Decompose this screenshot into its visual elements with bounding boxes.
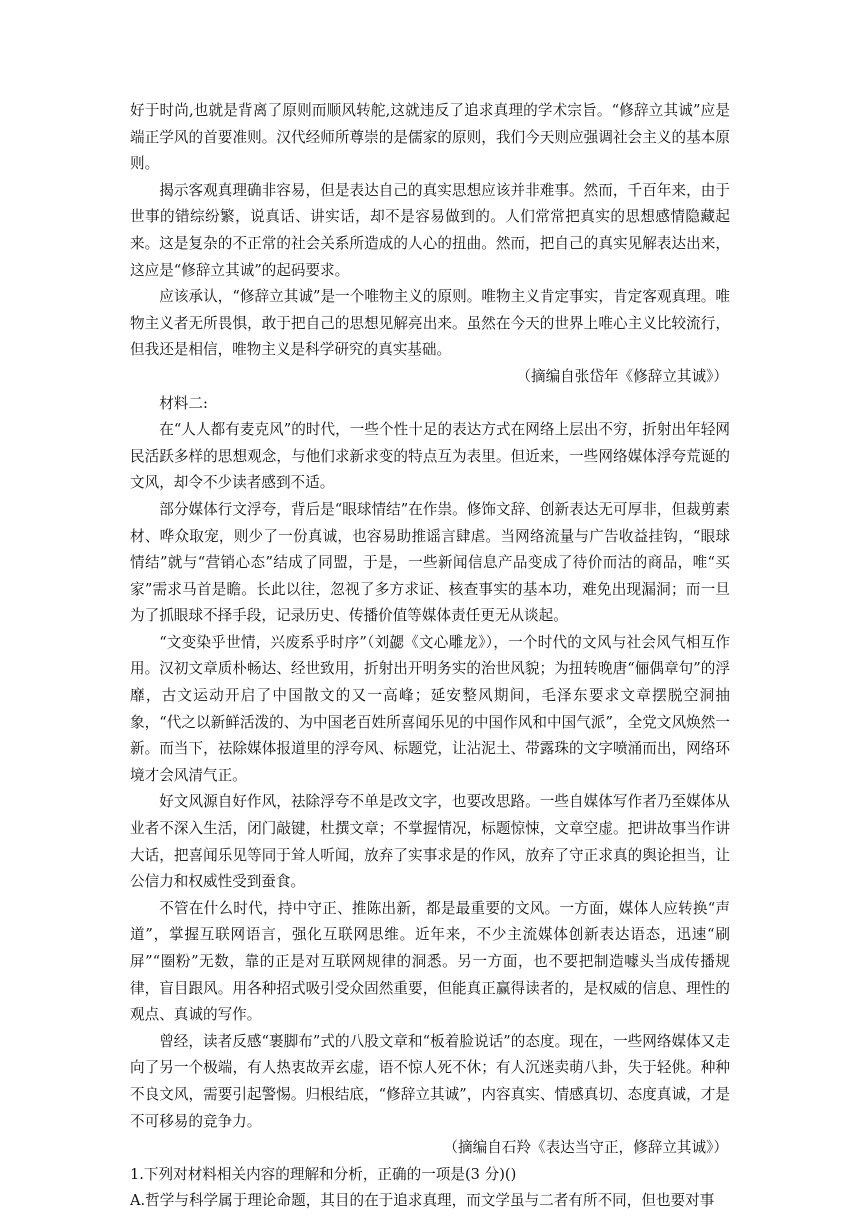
paragraph: 好文风源自好作风，祛除浮夸不单是改文字，也要改思路。一些自媒体写作者乃至媒体从业者不深入生活，闭门敲键，杜撰文章；不掌握情况，标题惊悚，文章空虚。把讲故事当作讲大话，把喜闻乐见等同于耸人听闻，放弃了实事求是的作风，放弃了守正求真的舆论担当，让公信力和权威性受到蚕食。 bbox=[130, 793, 730, 891]
paragraph: 好于时尚,也就是背离了原则而顺风转舵,这就违反了追求真理的学术宗旨。“修辞立其诚”应是端正学风的首要准则。汉代经师所尊崇的是儒家的原则，我们今天则应强调社会主义的基本原则。 bbox=[130, 102, 730, 173]
question-stem: 1.下列对材料相关内容的理解和分析，正确的一项是(3 分)() bbox=[130, 1165, 517, 1183]
section-heading: 材料二: bbox=[159, 394, 208, 412]
paragraph: 揭示客观真理确非容易，但是表达自己的真实思想应该并非难事。然而，千百年来，由于世事的错综纷繁，说真话、讲实话，却不是容易做到的。人们常常把真实的思想感情隐藏起来。这是复杂的不正常的社会关系所造成的人心的扭曲。然而，把自己的真实见解表达出来，这应是“修辞立其诚”的起码要求。 bbox=[130, 181, 730, 279]
paragraph: 在“人人都有麦克风”的时代，一些个性十足的表达方式在网络上层出不穷，折射出年轻网民活跃多样的思想观念，与他们求新求变的特点互为表里。但近来，一些网络媒体浮夸荒诞的文风，却令不少读者感到不适。 bbox=[130, 421, 730, 492]
paragraph: 部分媒体行文浮夸，背后是“眼球情结”在作祟。修饰文辞、创新表达无可厚非，但裁剪素材、哗众取宠，则少了一份真诚，也容易助推谣言肆虐。当网络流量与广告收益挂钩，“眼球情结”就与“营销心态”结成了同盟，于是，一些新闻信息产品变成了待价而沽的商品，唯“买家”需求马首是瞻。长此以往，忽视了多方求证、核查事实的基本功，难免出现漏洞；而一旦为了抓眼球不择手段，记录历史、传播价值等媒体责任更无从谈起。 bbox=[130, 500, 730, 625]
option-a: A.哲学与科学属于理论命题，其目的在于追求真理，而文学虽与二者有所不同，但也要对事 bbox=[130, 1192, 715, 1210]
source-citation: （摘编自石羚《表达当守正，修辞立其诚》） bbox=[443, 1139, 728, 1157]
paragraph: “文变染乎世情，兴废系乎时序”（刘勰《文心雕龙》），一个时代的文风与社会风气相互作用。汉初文章质朴畅达、经世致用，折射出开明务实的治世风貌；为扭转晚唐“俪偶章句”的浮靡，古文运动开启了中国散文的又一高峰；延安整风期间，毛泽东要求文章摆脱空洞抽象，“代之以新鲜活泼的、为中国老百姓所喜闻乐见的中国作风和中国气派”，全党文风焕然一新。而当下，祛除媒体报道里的浮夸风、标题党，让沾泥土、带露珠的文字喷涌而出，网络环境才会风清气正。 bbox=[130, 633, 730, 784]
material-two bbox=[130, 391, 730, 1162]
paragraph: 曾经，读者反感“裹脚布”式的八股文章和“板着脸说话”的态度。现在，一些网络媒体又走向了另一个极端，有人热衷故弄玄虚，语不惊人死不休；有人沉迷卖萌八卦，失于轻佻。种种不良文风，需要引起警惕。归根结底，“修辞立其诚”，内容真实、情感真切、态度真诚，才是不可移易的竞争力。 bbox=[130, 1032, 730, 1130]
document-page bbox=[130, 98, 730, 1215]
paragraph: 应该承认，“修辞立其诚”是一个唯物主义的原则。唯物主义肯定事实，肯定客观真理。唯物主义者无所畏惧，敢于把自己的思想见解亮出来。虽然在今天的世界上唯心主义比较流行，但我还是相信，唯物主义是科学研究的真实基础。 bbox=[130, 288, 730, 359]
question-block bbox=[130, 1162, 730, 1215]
source-citation: （摘编自张岱年《修辞立其诚》） bbox=[516, 367, 728, 385]
paragraph: 不管在什么时代，持中守正、推陈出新，都是最重要的文风。一方面，媒体人应转换“声道”，掌握互联网语言，强化互联网思维。近年来，不少主流媒体创新表达语态，迅速“刷屏”“圈粉”无数，靠的正是对互联网规律的洞悉。另一方面，也不要把制造噱头当成传播规律，盲目跟风。用各种招式吸引受众固然重要，但能真正赢得读者的，是权威的信息、理性的观点、真诚的写作。 bbox=[130, 899, 730, 1024]
material-one-tail bbox=[130, 98, 730, 391]
